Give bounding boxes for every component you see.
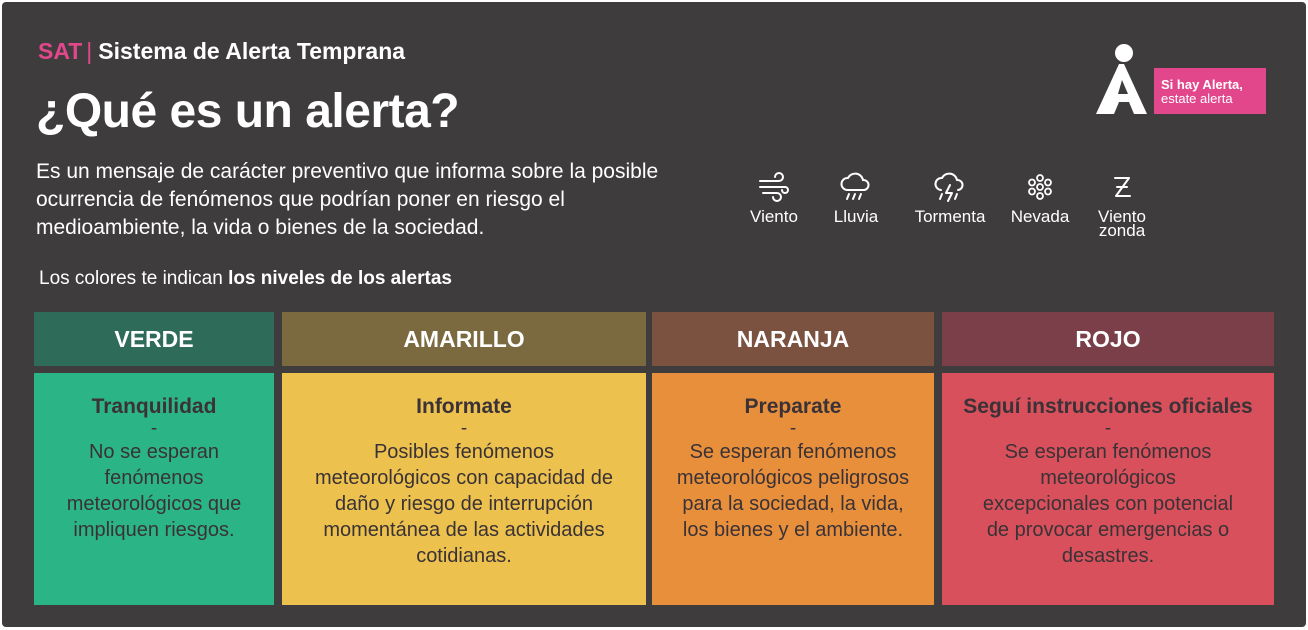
page-title: ¿Qué es un alerta?: [36, 85, 460, 138]
levels-intro-prefix: Los colores te indican: [39, 268, 229, 289]
brand-acronym: SAT: [38, 38, 83, 64]
level-dash: -: [150, 418, 158, 439]
zonda-wind-icon: [1105, 172, 1139, 202]
level-name: VERDE: [114, 325, 194, 352]
level-header-verde: [34, 312, 274, 366]
alert-description: Es un mensaje de carácter preventivo que informa sobre la posible ocurrencia de fenómenos que podrían poner en riesgo el medioambiente, la vida o bienes de la sociedad.: [36, 160, 659, 239]
level-name: AMARILLO: [403, 325, 525, 352]
level-header-amarillo: [282, 312, 646, 366]
phenomenon-snow: [995, 172, 1085, 224]
level-header-naranja: [652, 312, 934, 366]
brand-header: [38, 38, 405, 65]
levels-intro-bold: los niveles de los alertas: [228, 268, 452, 289]
phenomenon-label: Tormenta: [914, 207, 986, 226]
phenomenon-rain: [811, 172, 901, 224]
logo-line2: estate alerta: [1161, 91, 1233, 106]
level-card-naranja: [652, 373, 934, 605]
wind-icon: [757, 172, 791, 202]
logo-line1: Si hay Alerta,: [1161, 77, 1243, 92]
level-keyword: Seguí instrucciones oficiales: [963, 395, 1253, 418]
level-card-rojo: [942, 373, 1274, 605]
level-keyword: Informate: [416, 395, 512, 418]
sat-logo: [1094, 40, 1270, 120]
level-name: NARANJA: [736, 325, 850, 352]
levels-intro: [39, 268, 452, 290]
phenomenon-label: Nevada: [1010, 207, 1070, 226]
level-dash: -: [460, 418, 468, 439]
alert-info-panel: [2, 2, 1306, 627]
rain-cloud-icon: [839, 172, 873, 202]
level-dash: -: [789, 418, 797, 439]
level-description: No se esperan fenómenos meteorológicos que impliquen riesgos.: [66, 441, 242, 541]
brand-separator: |: [86, 38, 93, 64]
level-description: Se esperan fenómenos meteorológicos excepcionales con potencial de provocar emergencias o desastres.: [982, 441, 1234, 567]
phenomenon-label: Lluvia: [833, 207, 879, 226]
level-keyword: Tranquilidad: [91, 395, 217, 418]
phenomenon-storm: [905, 172, 995, 224]
phenomenon-zonda: [1077, 172, 1167, 238]
phenomenon-wind: [729, 172, 819, 224]
level-keyword: Preparate: [744, 395, 842, 418]
level-description: Se esperan fenómenos meteorológicos peligrosos para la sociedad, la vida, los bienes y el ambiente.: [676, 441, 910, 541]
level-card-verde: [34, 373, 274, 605]
logo-badge: [1154, 68, 1266, 114]
phenomenon-label: Viento zonda: [1098, 207, 1146, 240]
level-dash: -: [1104, 418, 1112, 439]
brand-name: Sistema de Alerta Temprana: [98, 38, 406, 64]
level-header-rojo: [942, 312, 1274, 366]
level-description: Posibles fenómenos meteorológicos con capacidad de daño y riesgo de interrupción momentánea de las actividades cotidianas.: [315, 441, 613, 567]
phenomenon-label: Viento: [750, 207, 798, 226]
storm-cloud-icon: [933, 172, 967, 202]
level-name: ROJO: [1075, 325, 1141, 352]
snowflake-icon: [1023, 172, 1057, 202]
level-card-amarillo: [282, 373, 646, 605]
